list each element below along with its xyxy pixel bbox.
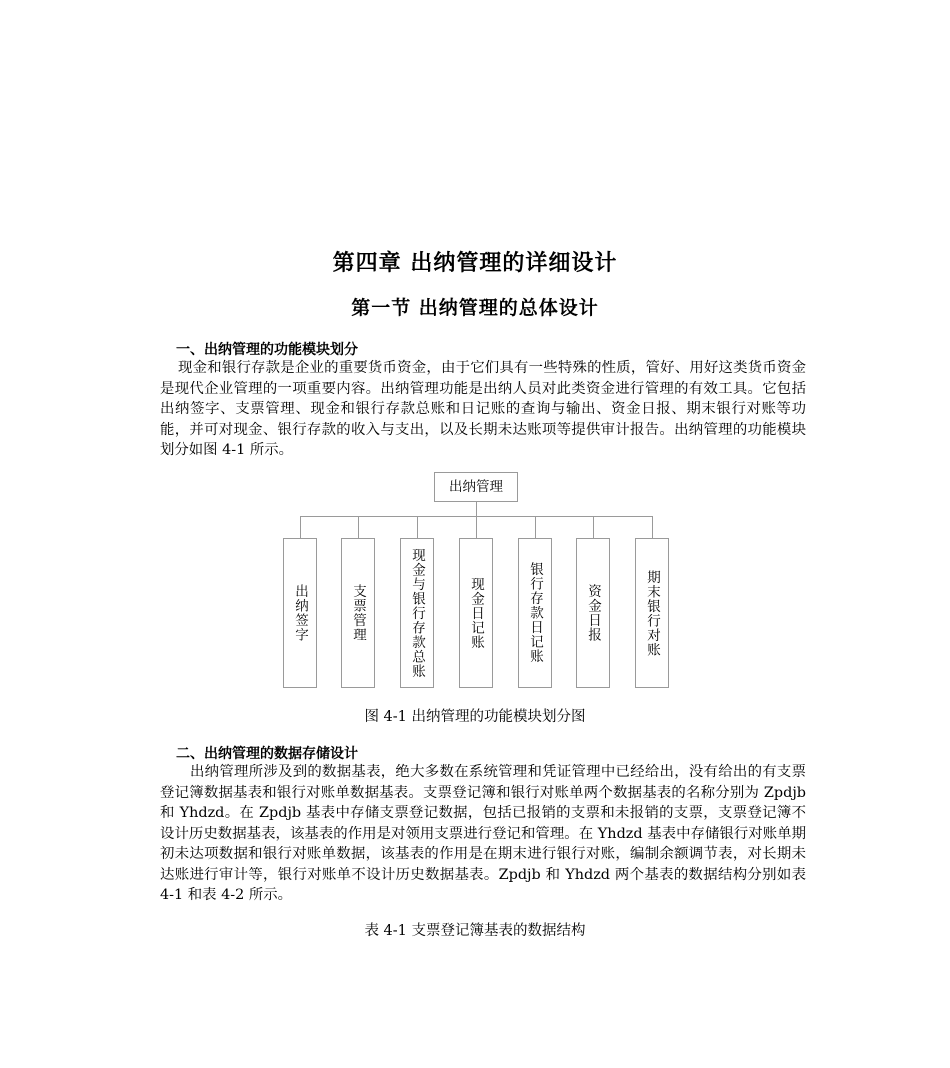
node-label: 资金日报 bbox=[585, 584, 601, 642]
diagram-node-fund-daily bbox=[576, 538, 610, 688]
diagram-node-check-management bbox=[341, 538, 375, 688]
node-label: 银行存款日记账 bbox=[527, 562, 543, 664]
diagram-node-bank-journal bbox=[518, 538, 552, 688]
diagram-node-cashier-sign bbox=[283, 538, 317, 688]
diagram-root-node: 出纳管理 bbox=[434, 472, 518, 502]
part1-heading: 一、出纳管理的功能模块划分 bbox=[176, 342, 358, 358]
diagram-node-bank-reconciliation bbox=[635, 538, 669, 688]
part2-paragraph: 出纳管理所涉及到的数据基表，绝大多数在系统管理和凭证管理中已经给出，没有给出的有支票登记簿数据基表和银行对账单数据基表。支票登记簿和银行对账单两个数据基表的名称分别为 Zpdjb 和 Yhdzd。在 Zpdjb 基表中存储支票登记数据，包括已报销的支票和未报销的支票，支票登记簿不设计历史数据基表，该基表的作用是对领用支票进行登记和管理。在 Yhdzd 基表中存储银行对账单期初未达项数据和银行对账单数据，该基表的作用是在期末进行银行对账，编制余额调节表，对长期未达账进行审计等，银行对账单不设计历史数据基表。Zpdjb 和 Yhdzd 两个基表的数据结构分别如表 4-1 和表 4-2 所示。 bbox=[160, 764, 806, 903]
node-label: 出纳签字 bbox=[292, 584, 308, 642]
node-label: 支票管理 bbox=[350, 584, 366, 642]
section-title: 第一节 出纳管理的总体设计 bbox=[351, 297, 599, 319]
node-label: 期末银行对账 bbox=[644, 569, 660, 657]
diagram-node-cash-journal bbox=[459, 538, 493, 688]
node-label: 现金日记账 bbox=[468, 576, 484, 650]
part1-paragraph: 现金和银行存款是企业的重要货币资金，由于它们具有一些特殊的性质，管好、用好这类货币资金是现代企业管理的一项重要内容。出纳管理功能是出纳人员对此类资金进行管理的有效工具。它包括出纳签字、支票管理、现金和银行存款总账和日记账的查询与输出、资金日报、期末银行对账等功能，并可对现金、银行存款的收入与支出，以及长期未达账项等提供审计报告。出纳管理的功能模块划分如图 4-1 所示。 bbox=[160, 360, 806, 458]
diagram-node-general-ledger bbox=[400, 538, 434, 688]
table-caption: 表 4-1 支票登记簿基表的数据结构 bbox=[364, 923, 586, 939]
figure-caption: 图 4-1 出纳管理的功能模块划分图 bbox=[364, 709, 586, 725]
chapter-title: 第四章 出纳管理的详细设计 bbox=[332, 251, 618, 276]
node-label: 现金与银行存款总账 bbox=[409, 547, 425, 679]
part2-heading: 二、出纳管理的数据存储设计 bbox=[176, 746, 358, 762]
